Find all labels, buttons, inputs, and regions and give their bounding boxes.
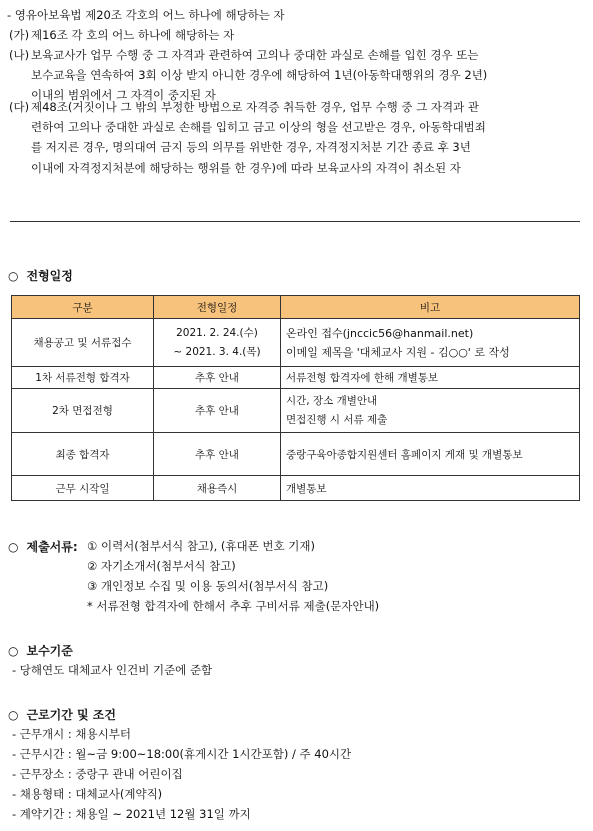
section-marker: ○ (8, 708, 19, 722)
table-header-row (12, 296, 580, 319)
intro-item-label: (나) (9, 48, 30, 62)
intro-item-da (9, 97, 584, 178)
intro-item-line: 련하여 고의나 중대한 과실로 손해를 입히고 금고 이상의 형을 선고받은 경우, 아동학대범죄 (31, 120, 486, 135)
condition-line: - 계약기간 : 채용일 ~ 2021년 12월 31일 까지 (12, 807, 251, 821)
conditions-section-title (8, 706, 116, 723)
table-cell-note: 개별통보 (281, 476, 580, 501)
note-line: 온라인 접수(jnccic56@hanmail.net) (286, 326, 474, 340)
documents-section-title (8, 538, 78, 555)
table-cell-category: 채용공고 및 서류접수 (12, 319, 154, 367)
table-cell-note: 중랑구육아종합지원센터 홈페이지 게재 및 개별통보 (281, 433, 580, 476)
intro-item-line: 이내의 범위에서 그 자격이 중지된 자 (31, 88, 216, 103)
document-item: ② 자기소개서(첨부서식 참고) (87, 559, 236, 573)
section-marker: ○ (8, 644, 19, 658)
table-row (12, 319, 580, 367)
intro-item-line: 보수교육을 연속하여 3회 이상 받지 아니한 경우에 해당하여 1년(아동학대행위의 경우 2년) (31, 68, 488, 83)
divider (10, 221, 580, 222)
intro-item-label: (다) (9, 100, 30, 114)
section-title: 보수기준 (26, 644, 73, 658)
intro-top-line: - 영유아보육법 제20조 각호의 어느 하나에 해당하는 자 (7, 8, 285, 22)
column-header: 전형일정 (154, 296, 281, 319)
section-title: 전형일정 (26, 269, 73, 283)
table-cell-date (154, 319, 281, 367)
table-cell-note: 서류전형 합격자에 한해 개별통보 (281, 367, 580, 389)
table-cell-category: 최종 합격자 (12, 433, 154, 476)
salary-section-title (8, 642, 73, 659)
schedule-section-title (8, 267, 73, 284)
table-cell-category: 근무 시작일 (12, 476, 154, 501)
salary-line: - 당해연도 대체교사 인건비 기준에 준함 (12, 663, 213, 677)
section-marker: ○ (8, 540, 19, 554)
table-cell-date: 추후 안내 (154, 433, 281, 476)
intro-item-line: 를 저지른 경우, 명의대여 금지 등의 의무를 위반한 경우, 자격정지처분 기간 종료 후 3년 (31, 140, 471, 155)
section-marker: ○ (8, 269, 19, 283)
note-line: 면접진행 시 서류 제출 (286, 413, 388, 426)
note-line: 시간, 장소 개별안내 (286, 394, 378, 407)
intro-item-line: 보육교사가 업무 수행 중 그 자격과 관련하여 고의나 중대한 과실로 손해를 입힌 경우 또는 (31, 48, 479, 62)
date-line: 2021. 2. 24.(수) (176, 326, 258, 339)
table-row (12, 389, 580, 433)
table-cell-date: 채용즉시 (154, 476, 281, 501)
condition-line: - 근무개시 : 채용시부터 (12, 727, 131, 741)
document-item: ① 이력서(첨부서식 참고), (휴대폰 번호 기재) (87, 539, 315, 553)
table-row (12, 433, 580, 476)
note-line: 이메일 제목을 '대체교사 지원 - 김○○' 로 작성 (286, 345, 510, 359)
condition-line: - 근무시간 : 월~금 9:00~18:00(휴게시간 1시간포함) / 주 40시간 (12, 747, 352, 761)
table-cell-category: 2차 면접전형 (12, 389, 154, 433)
document-note: * 서류전형 합격자에 한해서 추후 구비서류 제출(문자안내) (87, 599, 380, 613)
schedule-table (11, 295, 580, 501)
table-cell-date: 추후 안내 (154, 367, 281, 389)
table-cell-date: 추후 안내 (154, 389, 281, 433)
intro-item-ga (9, 25, 584, 45)
section-title: 근로기간 및 조건 (26, 708, 116, 722)
intro-item-line: 제48조(거짓이나 그 밖의 부정한 방법으로 자격증 취득한 경우, 업무 수행 중 그 자격과 관 (31, 100, 479, 114)
table-row (12, 367, 580, 389)
condition-line: - 채용형태 : 대체교사(계약직) (12, 787, 163, 801)
table-row (12, 476, 580, 501)
section-title: 제출서류: (26, 540, 78, 554)
condition-line: - 근무장소 : 중랑구 관내 어린이집 (12, 767, 183, 781)
intro-item-line: 제16조 각 호의 어느 하나에 해당하는 자 (31, 28, 235, 42)
intro-item-label: (가) (9, 28, 30, 42)
table-cell-category: 1차 서류전형 합격자 (12, 367, 154, 389)
table-cell-note (281, 319, 580, 367)
column-header: 비고 (281, 296, 580, 319)
column-header: 구분 (12, 296, 154, 319)
document-item: ③ 개인정보 수집 및 이용 동의서(첨부서식 참고) (87, 579, 329, 593)
table-cell-note (281, 389, 580, 433)
date-line: ~ 2021. 3. 4.(목) (173, 345, 261, 358)
intro-item-line: 이내에 자격정지처분에 해당하는 행위를 한 경우)에 따라 보육교사의 자격이 취소된 자 (31, 160, 461, 175)
